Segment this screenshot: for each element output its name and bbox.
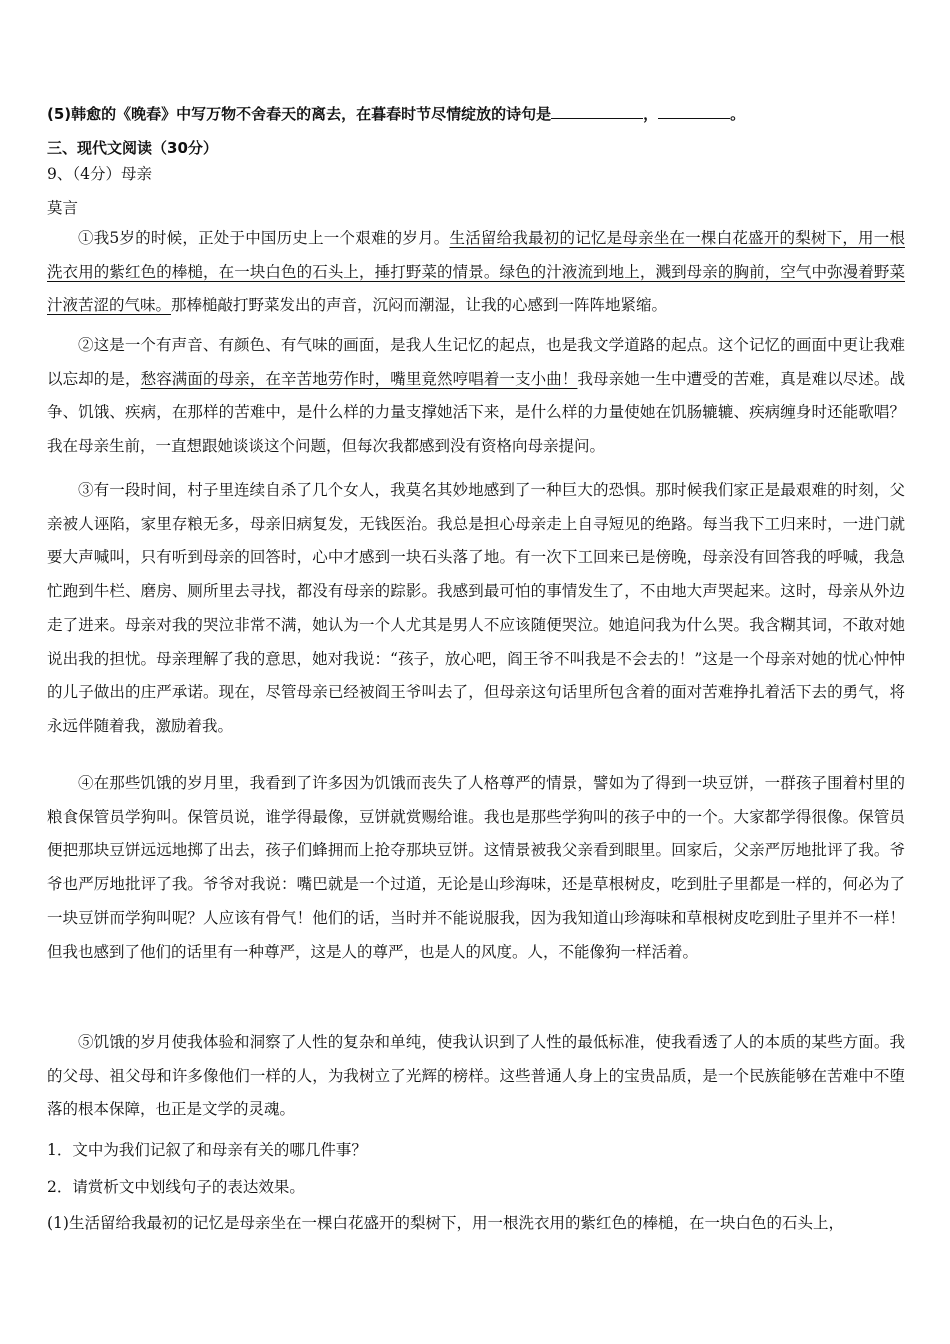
essay-paragraph-2 [47, 329, 905, 464]
question-9-2: 2．请赏析文中划线句子的表达效果。 [47, 1178, 305, 1196]
question-8-5-sep: ， [643, 105, 659, 123]
question-8-5-end: 。 [730, 105, 746, 123]
question-8-5 [47, 103, 745, 124]
p1-lead: ①我5岁的时候，正处于中国历史上一个艰难的岁月。 [78, 229, 450, 247]
question-9-header: 9、（4分）母亲 [47, 165, 152, 183]
p2-tail: 我母亲她一生中遭受的苦难，真是难以尽述。战争、饥饿、疾病，在那样的苦难中，是什么样的力量支撑她活下来，是什么样的力量使她在饥肠辘辘、疾病缠身时还能歌唱？我在母亲生前，一直想跟她谈谈这个问题，但每次我都感到没有资格向母亲提问。 [47, 369, 905, 456]
p2-lead: ②这是一个有声音、有颜色、有气味的画面，是我人生记忆的起点，也是我文学道路的起点。这个记忆的画面中更让我难以忘却的是， [47, 336, 905, 388]
answer-blank-1[interactable] [551, 104, 643, 119]
question-8-5-text: (5)韩愈的《晚春》中写万物不舍春天的离去，在暮春时节尽情绽放的诗句是 [47, 105, 552, 123]
question-9-1: 1．文中为我们记叙了和母亲有关的哪几件事？ [47, 1141, 367, 1159]
essay-paragraph-4: ④在那些饥饿的岁月里，我看到了许多因为饥饿而丧失了人格尊严的情景，譬如为了得到一块豆饼，一群孩子围着村里的粮食保管员学狗叫。保管员说，谁学得最像，豆饼就赏赐给谁。我也是那些学狗叫的孩子中的一个。大家都学得很像。保管员便把那块豆饼远远地掷了出去，孩子们蜂拥而上抢夺那块豆饼。这情景被我父亲看到眼里。回家后，父亲严厉地批评了我。爷爷也严厉地批评了我。爷爷对我说：嘴巴就是一个过道，无论是山珍海味，还是草根树皮，吃到肚子里都是一样的，何必为了一块豆饼而学狗叫呢？人应该有骨气！他们的话，当时并不能说服我，因为我知道山珍海味和草根树皮吃到肚子里并不一样！但我也感到了他们的话里有一种尊严，这是人的尊严，也是人的风度。人，不能像狗一样活着。 [47, 774, 905, 961]
essay-paragraph-5: ⑤饥饿的岁月使我体验和洞察了人性的复杂和单纯，使我认识到了人性的最低标准，使我看透了人的本质的某些方面。我的父母、祖父母和许多像他们一样的人，为我树立了光辉的榜样。这些普通人身上的宝贵品质，是一个民族能够在苦难中不堕落的根本保障，也正是文学的灵魂。 [47, 1033, 905, 1119]
p1-tail: 那棒槌敲打野菜发出的声音，沉闷而潮湿，让我的心感到一阵阵地紧缩。 [171, 296, 668, 315]
section-3-title: 三、现代文阅读（30分） [47, 139, 218, 157]
p2-underlined-sentence: 愁容满面的母亲，在辛苦地劳作时，嘴里竟然哼唱着一支小曲！ [140, 369, 578, 388]
answer-blank-2[interactable] [658, 104, 730, 119]
essay-paragraph-1 [47, 222, 905, 323]
essay-author: 莫言 [47, 199, 79, 217]
question-9-2-1: (1)生活留给我最初的记忆是母亲坐在一棵白花盛开的梨树下，用一根洗衣用的紫红色的棒槌，在一块白色的石头上， [47, 1214, 844, 1232]
p1-underlined-sentence: 生活留给我最初的记忆是母亲坐在一棵白花盛开的梨树下，用一根洗衣用的紫红色的棒槌，在一块白色的石头上，捶打野菜的情景。绿色的汁液流到地上，溅到母亲的胸前，空气中弥漫着野菜汁液苦涩的气味。 [47, 229, 905, 315]
essay-paragraph-3: ③有一段时间，村子里连续自杀了几个女人，我莫名其妙地感到了一种巨大的恐惧。那时候我们家正是最艰难的时刻，父亲被人诬陷，家里存粮无多，母亲旧病复发，无钱医治。我总是担心母亲走上自寻短见的绝路。每当我下工归来时，一进门就要大声喊叫，只有听到母亲的回答时，心中才感到一块石头落了地。有一次下工回来已是傍晚，母亲没有回答我的呼喊，我急忙跑到牛栏、磨房、厕所里去寻找，都没有母亲的踪影。我感到最可怕的事情发生了，不由地大声哭起来。这时，母亲从外边走了进来。母亲对我的哭泣非常不满，她认为一个人尤其是男人不应该随便哭泣。她追问我为什么哭。我含糊其词，不敢对她说出我的担忧。母亲理解了我的意思，她对我说：“孩子，放心吧，阎王爷不叫我是不会去的！”这是一个母亲对她的忧心忡忡的儿子做出的庄严承诺。现在，尽管母亲已经被阎王爷叫去了，但母亲这句话里所包含着的面对苦难挣扎着活下去的勇气，将永远伴随着我，激励着我。 [47, 481, 905, 735]
